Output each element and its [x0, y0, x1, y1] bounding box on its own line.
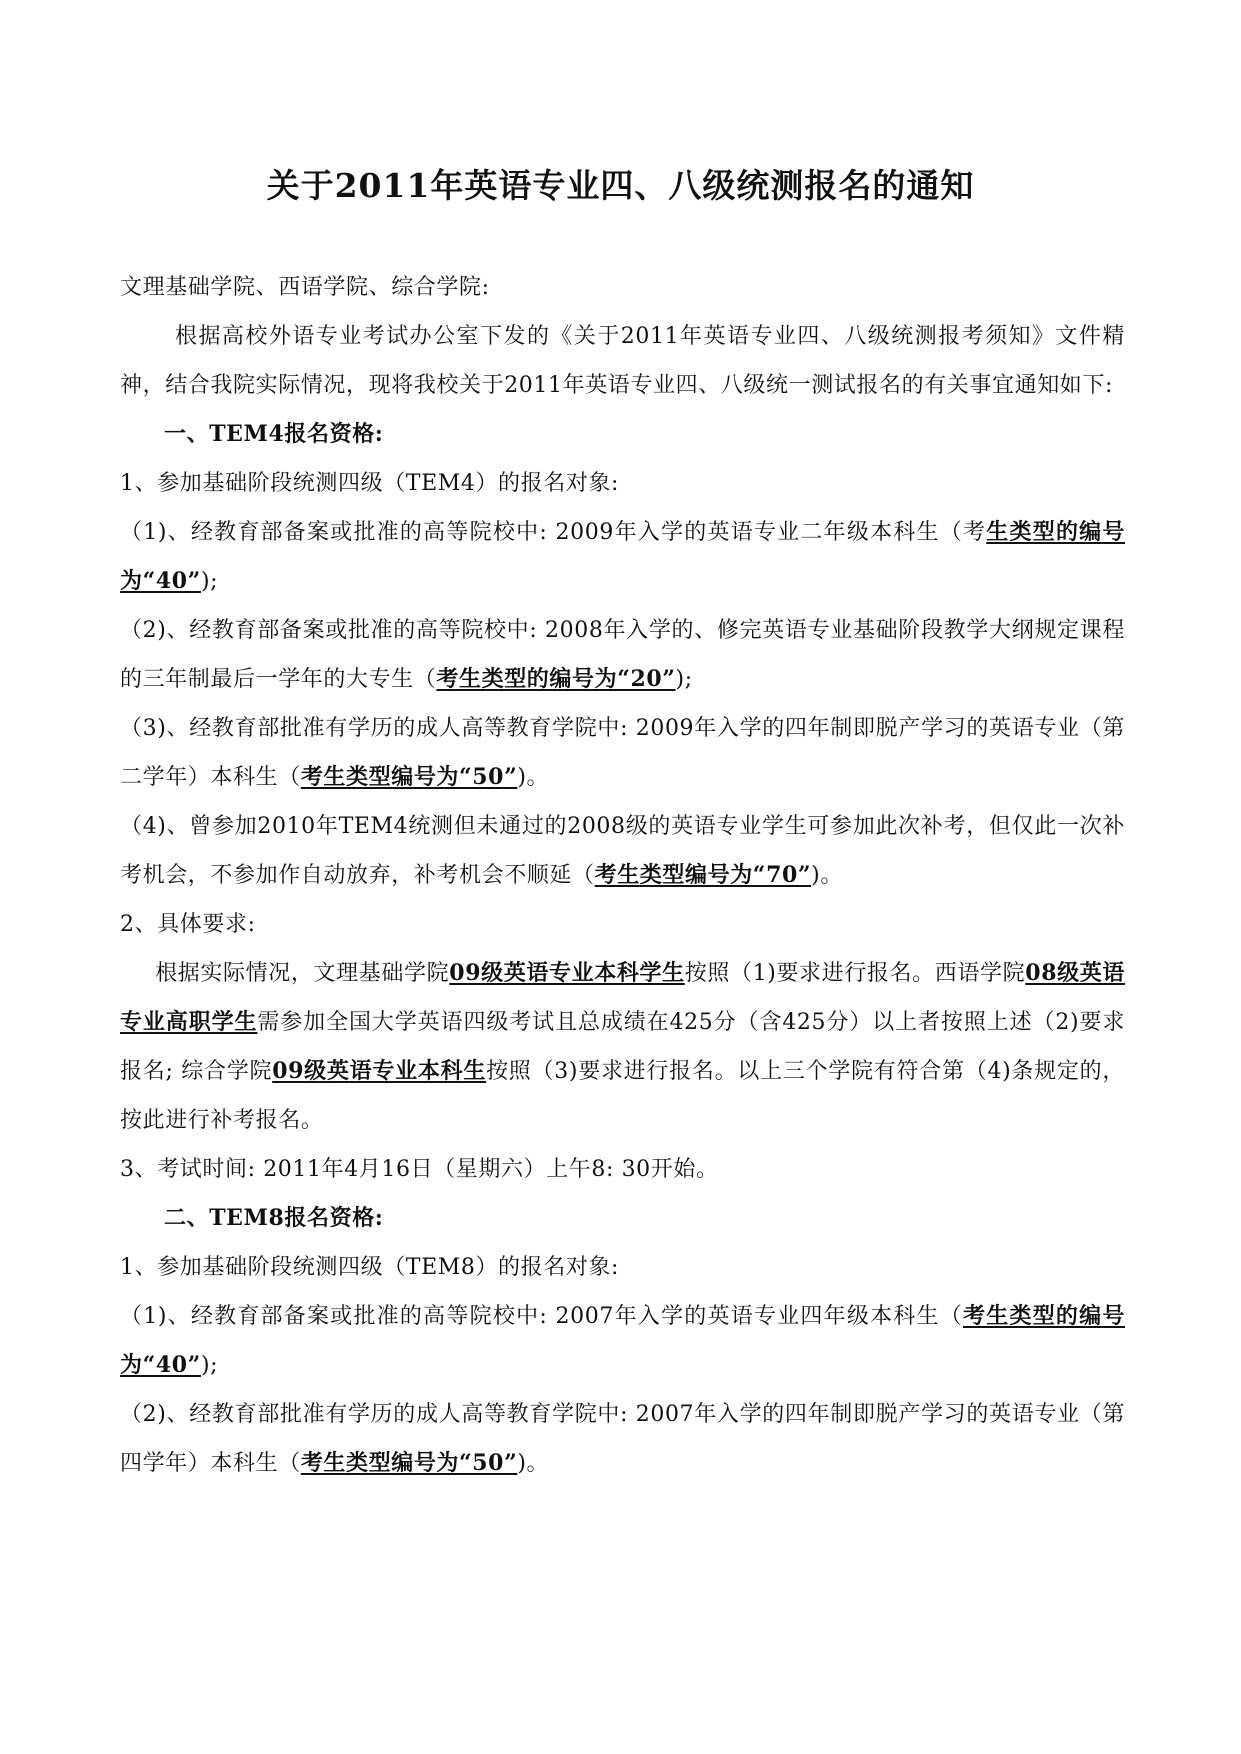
document-title: 关于2011年英语专业四、八级统测报名的通知	[266, 166, 975, 205]
tem8-targets-label: 1、参加基础阶段统测四级（TEM8）的报名对象:	[120, 1255, 620, 1280]
tem4-item-1	[120, 508, 1125, 606]
student-type-code: 考生类型编号为“50”	[300, 764, 518, 790]
item-tail: );	[200, 569, 219, 594]
tem4-requirements-label: 2、具体要求:	[120, 912, 256, 937]
tem4-item-4	[120, 802, 1125, 900]
document-body	[120, 263, 1125, 1488]
req-text: 按照（1)要求进行报名。西语学院	[684, 961, 1026, 986]
item-tail: );	[200, 1353, 219, 1378]
tem8-item-1	[120, 1292, 1125, 1390]
req-text: 按照（3)要求进行报名。以上三个学院有符合第（4)条规定的，按此进行补考报名。	[120, 1059, 1125, 1133]
item-text: （2)、经教育部批准有学历的成人高等教育学院中: 2007年入学的四年制即脱产学习的英语专业（第四学年）本科生（	[120, 1402, 1125, 1476]
tem8-heading: 二、TEM8报名资格:	[164, 1205, 384, 1231]
item-text: （2)、经教育部备案或批准的高等院校中: 2008年入学的、修完英语专业基础阶段教学大纲规定课程的三年制最后一学年的大专生（	[120, 618, 1125, 692]
req-highlight: 09级英语专业本科生	[272, 1058, 487, 1084]
item-tail: )。	[811, 863, 843, 888]
student-type-code: 考生类型的编号为“40”	[120, 1303, 1125, 1378]
req-highlight: 08级英语专业高职学生	[120, 960, 1125, 1035]
intro-paragraph: 根据高校外语专业考试办公室下发的《关于2011年英语专业四、八级统测报考须知》文件精神，结合我院实际情况，现将我校关于2011年英语专业四、八级统一测试报名的有关事宜通知如下:	[120, 324, 1125, 398]
item-text: （1)、经教育部备案或批准的高等院校中: 2007年入学的英语专业四年级本科生（	[120, 1304, 964, 1329]
item-tail: )。	[517, 1451, 550, 1476]
tem4-item-2	[120, 606, 1125, 704]
req-highlight: 09级英语专业本科学生	[449, 960, 685, 986]
req-text: 需参加全国大学英语四级考试且总成绩在425分（含425分）以上者按照上述（2)要求报名; 综合学院	[120, 1010, 1125, 1084]
tem4-requirements-paragraph	[120, 949, 1125, 1145]
item-text: （1)、经教育部备案或批准的高等院校中: 2009年入学的英语专业二年级本科生（考	[120, 520, 987, 545]
tem8-item-2	[120, 1390, 1125, 1488]
item-text: （3)、经教育部批准有学历的成人高等教育学院中: 2009年入学的四年制即脱产学习的英语专业（第二学年）本科生（	[120, 716, 1125, 790]
student-type-code: 生类型的编号为“40”	[120, 519, 1125, 594]
tem4-targets-label: 1、参加基础阶段统测四级（TEM4）的报名对象:	[120, 471, 620, 496]
tem4-exam-time: 3、考试时间: 2011年4月16日（星期六）上午8: 30开始。	[120, 1157, 719, 1182]
student-type-code: 考生类型编号为“70”	[594, 862, 812, 888]
req-text: 根据实际情况，文理基础学院	[155, 961, 450, 986]
addressee: 文理基础学院、西语学院、综合学院:	[120, 275, 490, 300]
student-type-code: 考生类型的编号为“20”	[436, 666, 676, 692]
item-text: （4)、曾参加2010年TEM4统测但未通过的2008级的英语专业学生可参加此次补考，但仅此一次补考机会，不参加作自动放弃，补考机会不顺延（	[120, 814, 1125, 888]
item-tail: )。	[517, 765, 550, 790]
tem4-heading: 一、TEM4报名资格:	[164, 421, 384, 447]
tem4-item-3	[120, 704, 1125, 802]
student-type-code: 考生类型编号为“50”	[300, 1450, 518, 1476]
item-tail: );	[675, 667, 693, 692]
